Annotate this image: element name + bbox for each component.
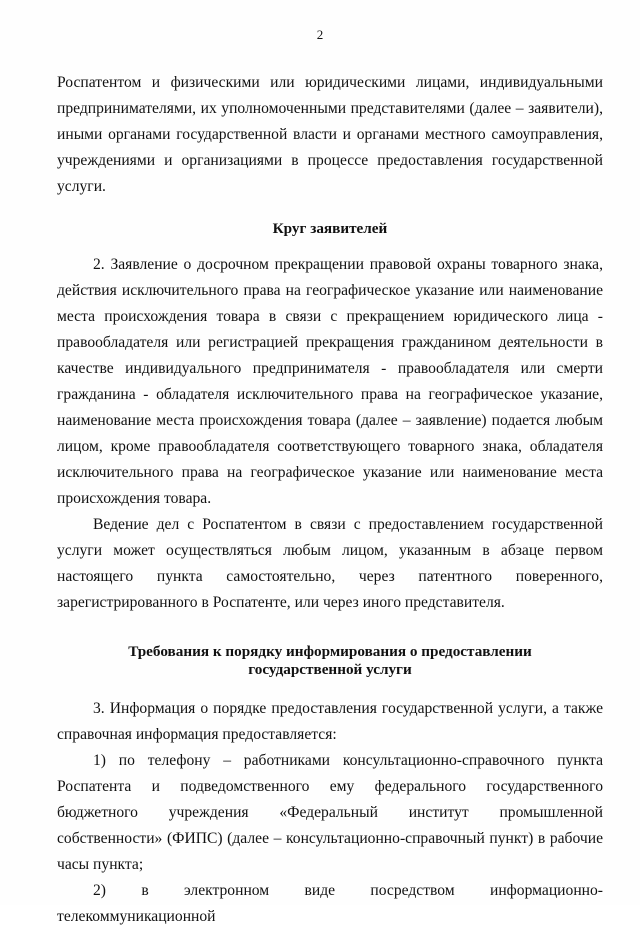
section-title-trebovaniya-line-2: государственной услуги [248, 661, 412, 678]
page-number: 2 [316, 27, 324, 42]
intro-paragraph: Роспатентом и физическими или юридическими лицами, индивидуальными предпринимателями, их уполномоченными представителями (далее – заявители), иными органами государственной власти и органами местного самоуправления, учреждениями и организациями в процессе предоставления государственной услуги. [57, 74, 603, 195]
section-title-krug-zayaviteley: Круг заявителей [272, 220, 388, 237]
section-title-trebovaniya-line-1: Требования к порядку информирования о предоставлении [128, 643, 532, 660]
paragraph-2: 2. Заявление о досрочном прекращении правовой охраны товарного знака, действия исключительного права на географическое указание или наименование места происхождения товара в связи с прекращением юридического лица - правообладателя или регистрацией прекращения гражданином деятельности в качестве индивидуального предпринимателя - правообладателя или смерти гражданина - обладателя исключительного права на географическое указание, наименование места происхождения товара (далее – заявление) подается любым лицом, кроме правообладателя соответствующего товарного знака, обладателя исключительного права на географическое указание или наименование места происхождения товара. [57, 256, 603, 507]
document-body [57, 70, 603, 930]
list-item-1: 1) по телефону – работниками консультационно-справочного пункта Роспатента и подведомственного ему федерального государственного бюджетного учреждения «Федеральный институт промышленной собственности» (ФИПС) (далее – консультационно-справочный пункт) в рабочие часы пункта; [57, 752, 603, 873]
paragraph-vedenie-del: Ведение дел с Роспатентом в связи с предоставлением государственной услуги может осуществляться любым лицом, указанным в абзаце первом настоящего пункта самостоятельно, через патентного поверенного, зарегистрированного в Роспатенте, или через иного представителя. [57, 516, 603, 611]
section-title-trebovaniya [57, 643, 603, 679]
list-item-2: 2) в электронном виде посредством информационно-телекоммуникационной [57, 882, 603, 925]
paragraph-3: 3. Информация о порядке предоставления государственной услуги, а также справочная информация предоставляется: [57, 700, 603, 743]
